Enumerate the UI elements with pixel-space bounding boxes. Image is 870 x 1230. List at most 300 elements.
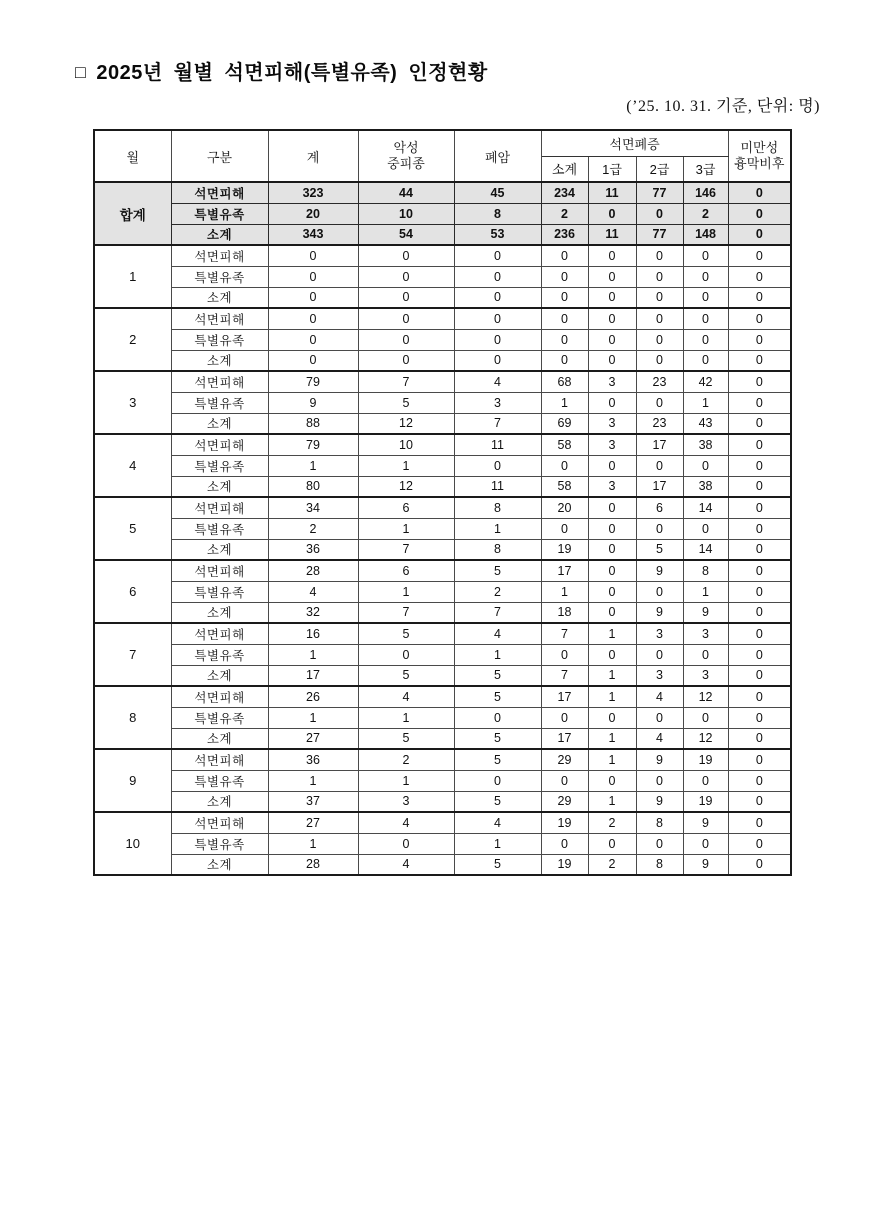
value-cell: 0	[728, 518, 791, 539]
row-label-cell: 특별유족	[171, 266, 268, 287]
value-cell: 80	[268, 476, 358, 497]
row-label-cell: 특별유족	[171, 203, 268, 224]
value-cell: 0	[268, 266, 358, 287]
value-cell: 3	[454, 392, 541, 413]
value-cell: 17	[541, 728, 588, 749]
value-cell: 0	[541, 518, 588, 539]
value-cell: 9	[268, 392, 358, 413]
value-cell: 0	[358, 329, 454, 350]
row-label-cell: 소계	[171, 854, 268, 875]
value-cell: 0	[588, 539, 636, 560]
mesothelioma-line2: 중피종	[387, 156, 425, 171]
value-cell: 0	[588, 245, 636, 266]
value-cell: 43	[683, 413, 728, 434]
value-cell: 3	[683, 623, 728, 644]
value-cell: 0	[683, 287, 728, 308]
value-cell: 42	[683, 371, 728, 392]
value-cell: 19	[541, 854, 588, 875]
value-cell: 1	[268, 833, 358, 854]
value-cell: 38	[683, 476, 728, 497]
value-cell: 12	[358, 476, 454, 497]
value-cell: 4	[454, 812, 541, 833]
month-cell: 10	[94, 812, 171, 875]
value-cell: 0	[588, 644, 636, 665]
value-cell: 0	[728, 728, 791, 749]
value-cell: 0	[358, 833, 454, 854]
value-cell: 0	[541, 245, 588, 266]
table-row	[94, 791, 791, 812]
table-row	[94, 560, 791, 581]
table-row	[94, 434, 791, 455]
col-header-asbestosis-group: 석면폐증	[541, 130, 728, 156]
value-cell: 8	[454, 203, 541, 224]
value-cell: 0	[636, 329, 683, 350]
value-cell: 0	[728, 686, 791, 707]
value-cell: 0	[636, 203, 683, 224]
value-cell: 5	[454, 749, 541, 770]
table-header	[94, 130, 791, 182]
table-row	[94, 749, 791, 770]
value-cell: 9	[636, 560, 683, 581]
value-cell: 58	[541, 434, 588, 455]
value-cell: 26	[268, 686, 358, 707]
value-cell: 0	[541, 833, 588, 854]
value-cell: 0	[728, 602, 791, 623]
value-cell: 29	[541, 791, 588, 812]
value-cell: 0	[636, 245, 683, 266]
value-cell: 5	[454, 665, 541, 686]
month-cell: 6	[94, 560, 171, 623]
col-header-month: 월	[94, 130, 171, 182]
col-header-total: 계	[268, 130, 358, 182]
row-label-cell: 소계	[171, 602, 268, 623]
table-row	[94, 329, 791, 350]
value-cell: 0	[541, 308, 588, 329]
value-cell: 11	[454, 434, 541, 455]
value-cell: 0	[588, 560, 636, 581]
value-cell: 0	[454, 350, 541, 371]
value-cell: 0	[454, 266, 541, 287]
value-cell: 0	[588, 833, 636, 854]
value-cell: 0	[268, 308, 358, 329]
value-cell: 0	[588, 770, 636, 791]
value-cell: 7	[358, 539, 454, 560]
row-label-cell: 석면피해	[171, 623, 268, 644]
value-cell: 0	[728, 329, 791, 350]
row-label-cell: 특별유족	[171, 455, 268, 476]
value-cell: 234	[541, 182, 588, 203]
value-cell: 0	[588, 518, 636, 539]
value-cell: 9	[683, 812, 728, 833]
value-cell: 9	[683, 854, 728, 875]
table-body	[94, 182, 791, 875]
value-cell: 0	[728, 833, 791, 854]
value-cell: 0	[728, 455, 791, 476]
value-cell: 0	[541, 287, 588, 308]
value-cell: 0	[683, 350, 728, 371]
value-cell: 0	[588, 329, 636, 350]
value-cell: 3	[358, 791, 454, 812]
value-cell: 23	[636, 413, 683, 434]
value-cell: 1	[454, 644, 541, 665]
value-cell: 11	[454, 476, 541, 497]
value-cell: 236	[541, 224, 588, 245]
value-cell: 0	[358, 266, 454, 287]
col-header-asbestosis-grade3: 3급	[683, 156, 728, 182]
value-cell: 0	[728, 749, 791, 770]
table-row	[94, 707, 791, 728]
value-cell: 0	[454, 455, 541, 476]
value-cell: 1	[588, 728, 636, 749]
value-cell: 5	[454, 728, 541, 749]
value-cell: 1	[454, 833, 541, 854]
table-row	[94, 644, 791, 665]
col-header-asbestosis-grade2: 2급	[636, 156, 683, 182]
row-label-cell: 소계	[171, 665, 268, 686]
row-label-cell: 특별유족	[171, 644, 268, 665]
value-cell: 28	[268, 854, 358, 875]
value-cell: 0	[588, 455, 636, 476]
value-cell: 0	[588, 497, 636, 518]
value-cell: 7	[358, 602, 454, 623]
row-label-cell: 소계	[171, 791, 268, 812]
value-cell: 38	[683, 434, 728, 455]
value-cell: 0	[728, 581, 791, 602]
table-row	[94, 455, 791, 476]
total-row	[94, 182, 791, 203]
row-label-cell: 석면피해	[171, 371, 268, 392]
value-cell: 0	[636, 392, 683, 413]
value-cell: 1	[588, 665, 636, 686]
value-cell: 9	[683, 602, 728, 623]
value-cell: 5	[454, 686, 541, 707]
table-row	[94, 581, 791, 602]
value-cell: 1	[588, 686, 636, 707]
value-cell: 11	[588, 224, 636, 245]
value-cell: 54	[358, 224, 454, 245]
value-cell: 0	[728, 539, 791, 560]
table-row	[94, 497, 791, 518]
value-cell: 0	[636, 287, 683, 308]
row-label-cell: 석면피해	[171, 497, 268, 518]
value-cell: 0	[636, 833, 683, 854]
value-cell: 2	[358, 749, 454, 770]
month-cell: 4	[94, 434, 171, 497]
value-cell: 0	[728, 812, 791, 833]
value-cell: 0	[728, 497, 791, 518]
month-cell: 1	[94, 245, 171, 308]
value-cell: 0	[683, 308, 728, 329]
value-cell: 0	[541, 644, 588, 665]
value-cell: 4	[358, 812, 454, 833]
value-cell: 19	[683, 749, 728, 770]
value-cell: 0	[636, 707, 683, 728]
row-label-cell: 석면피해	[171, 812, 268, 833]
value-cell: 0	[588, 707, 636, 728]
value-cell: 88	[268, 413, 358, 434]
value-cell: 27	[268, 728, 358, 749]
table-row	[94, 350, 791, 371]
value-cell: 0	[728, 371, 791, 392]
table-row	[94, 665, 791, 686]
value-cell: 2	[588, 854, 636, 875]
value-cell: 17	[541, 686, 588, 707]
value-cell: 2	[454, 581, 541, 602]
row-label-cell: 소계	[171, 350, 268, 371]
value-cell: 0	[683, 245, 728, 266]
value-cell: 9	[636, 791, 683, 812]
value-cell: 0	[541, 770, 588, 791]
value-cell: 8	[683, 560, 728, 581]
value-cell: 0	[728, 707, 791, 728]
value-cell: 58	[541, 476, 588, 497]
row-label-cell: 석면피해	[171, 308, 268, 329]
value-cell: 0	[683, 455, 728, 476]
value-cell: 36	[268, 749, 358, 770]
row-label-cell: 특별유족	[171, 707, 268, 728]
value-cell: 0	[636, 455, 683, 476]
value-cell: 0	[541, 329, 588, 350]
value-cell: 4	[636, 686, 683, 707]
value-cell: 0	[454, 770, 541, 791]
value-cell: 3	[683, 665, 728, 686]
table-row	[94, 770, 791, 791]
value-cell: 0	[728, 560, 791, 581]
value-cell: 7	[541, 623, 588, 644]
value-cell: 0	[728, 623, 791, 644]
value-cell: 0	[728, 434, 791, 455]
row-label-cell: 특별유족	[171, 770, 268, 791]
value-cell: 32	[268, 602, 358, 623]
table-row	[94, 392, 791, 413]
table-row	[94, 728, 791, 749]
value-cell: 18	[541, 602, 588, 623]
value-cell: 148	[683, 224, 728, 245]
value-cell: 0	[728, 224, 791, 245]
value-cell: 37	[268, 791, 358, 812]
value-cell: 0	[358, 287, 454, 308]
col-header-category: 구분	[171, 130, 268, 182]
value-cell: 2	[588, 812, 636, 833]
value-cell: 0	[728, 203, 791, 224]
value-cell: 0	[358, 350, 454, 371]
value-cell: 1	[358, 455, 454, 476]
value-cell: 17	[636, 476, 683, 497]
row-label-cell: 특별유족	[171, 518, 268, 539]
value-cell: 44	[358, 182, 454, 203]
value-cell: 0	[588, 581, 636, 602]
row-label-cell: 소계	[171, 413, 268, 434]
value-cell: 5	[454, 854, 541, 875]
value-cell: 12	[358, 413, 454, 434]
value-cell: 1	[268, 770, 358, 791]
value-cell: 7	[358, 371, 454, 392]
value-cell: 8	[636, 854, 683, 875]
value-cell: 0	[728, 791, 791, 812]
value-cell: 10	[358, 203, 454, 224]
table-row	[94, 623, 791, 644]
row-label-cell: 소계	[171, 728, 268, 749]
value-cell: 0	[454, 287, 541, 308]
value-cell: 1	[268, 707, 358, 728]
value-cell: 0	[728, 665, 791, 686]
value-cell: 1	[268, 455, 358, 476]
value-cell: 19	[683, 791, 728, 812]
value-cell: 5	[454, 791, 541, 812]
value-cell: 69	[541, 413, 588, 434]
table-row	[94, 854, 791, 875]
row-label-cell: 석면피해	[171, 182, 268, 203]
value-cell: 0	[636, 518, 683, 539]
table-row	[94, 476, 791, 497]
col-header-mesothelioma	[358, 130, 454, 182]
value-cell: 3	[588, 371, 636, 392]
value-cell: 16	[268, 623, 358, 644]
value-cell: 0	[636, 644, 683, 665]
value-cell: 0	[268, 329, 358, 350]
value-cell: 0	[683, 329, 728, 350]
value-cell: 0	[454, 308, 541, 329]
value-cell: 2	[541, 203, 588, 224]
value-cell: 0	[728, 266, 791, 287]
value-cell: 0	[728, 392, 791, 413]
value-cell: 0	[541, 455, 588, 476]
table-row	[94, 287, 791, 308]
value-cell: 14	[683, 539, 728, 560]
value-cell: 17	[636, 434, 683, 455]
value-cell: 0	[636, 770, 683, 791]
value-cell: 0	[683, 266, 728, 287]
value-cell: 0	[728, 413, 791, 434]
value-cell: 7	[541, 665, 588, 686]
value-cell: 0	[728, 182, 791, 203]
row-label-cell: 소계	[171, 224, 268, 245]
value-cell: 0	[683, 644, 728, 665]
value-cell: 0	[588, 392, 636, 413]
value-cell: 3	[588, 476, 636, 497]
mesothelioma-line1: 악성	[393, 139, 419, 155]
value-cell: 68	[541, 371, 588, 392]
value-cell: 0	[683, 518, 728, 539]
value-cell: 0	[636, 308, 683, 329]
value-cell: 0	[541, 350, 588, 371]
value-cell: 19	[541, 539, 588, 560]
value-cell: 0	[728, 644, 791, 665]
value-cell: 6	[358, 560, 454, 581]
value-cell: 1	[358, 518, 454, 539]
value-cell: 0	[636, 581, 683, 602]
value-cell: 17	[541, 560, 588, 581]
value-cell: 0	[728, 245, 791, 266]
value-cell: 17	[268, 665, 358, 686]
value-cell: 5	[358, 623, 454, 644]
value-cell: 9	[636, 602, 683, 623]
value-cell: 1	[358, 770, 454, 791]
value-cell: 0	[636, 266, 683, 287]
value-cell: 3	[588, 413, 636, 434]
month-cell: 2	[94, 308, 171, 371]
row-label-cell: 석면피해	[171, 686, 268, 707]
value-cell: 0	[588, 350, 636, 371]
month-cell: 5	[94, 497, 171, 560]
value-cell: 1	[454, 518, 541, 539]
value-cell: 0	[588, 287, 636, 308]
table-row	[94, 413, 791, 434]
square-bullet-icon: □	[75, 62, 87, 82]
table-row	[94, 812, 791, 833]
value-cell: 1	[588, 791, 636, 812]
value-cell: 146	[683, 182, 728, 203]
row-label-cell: 석면피해	[171, 245, 268, 266]
value-cell: 0	[541, 707, 588, 728]
value-cell: 5	[358, 728, 454, 749]
value-cell: 0	[268, 245, 358, 266]
value-cell: 8	[454, 539, 541, 560]
value-cell: 20	[541, 497, 588, 518]
value-cell: 7	[454, 602, 541, 623]
value-cell: 0	[588, 203, 636, 224]
value-cell: 77	[636, 182, 683, 203]
value-cell: 0	[728, 308, 791, 329]
table-row	[94, 833, 791, 854]
col-header-pleural-thickening	[728, 130, 791, 182]
total-row	[94, 224, 791, 245]
value-cell: 0	[588, 266, 636, 287]
value-cell: 0	[728, 476, 791, 497]
table-row	[94, 539, 791, 560]
monthly-status-table	[93, 129, 792, 876]
month-cell: 3	[94, 371, 171, 434]
value-cell: 19	[541, 812, 588, 833]
value-cell: 0	[683, 770, 728, 791]
value-cell: 2	[268, 518, 358, 539]
value-cell: 0	[683, 707, 728, 728]
row-label-cell: 소계	[171, 476, 268, 497]
month-cell: 9	[94, 749, 171, 812]
value-cell: 4	[358, 686, 454, 707]
value-cell: 11	[588, 182, 636, 203]
value-cell: 3	[588, 434, 636, 455]
value-cell: 79	[268, 371, 358, 392]
value-cell: 0	[728, 287, 791, 308]
value-cell: 0	[358, 308, 454, 329]
value-cell: 0	[588, 308, 636, 329]
value-cell: 1	[541, 392, 588, 413]
value-cell: 2	[683, 203, 728, 224]
row-label-cell: 소계	[171, 287, 268, 308]
value-cell: 1	[588, 623, 636, 644]
value-cell: 4	[454, 623, 541, 644]
value-cell: 4	[268, 581, 358, 602]
value-cell: 0	[454, 329, 541, 350]
row-label-cell: 특별유족	[171, 581, 268, 602]
value-cell: 5	[454, 560, 541, 581]
row-label-cell: 소계	[171, 539, 268, 560]
value-cell: 20	[268, 203, 358, 224]
value-cell: 0	[358, 644, 454, 665]
value-cell: 0	[268, 350, 358, 371]
row-label-cell: 석면피해	[171, 749, 268, 770]
table-row	[94, 371, 791, 392]
month-cell: 합계	[94, 182, 171, 245]
value-cell: 12	[683, 728, 728, 749]
row-label-cell: 석면피해	[171, 560, 268, 581]
month-cell: 7	[94, 623, 171, 686]
value-cell: 53	[454, 224, 541, 245]
value-cell: 29	[541, 749, 588, 770]
value-cell: 5	[358, 392, 454, 413]
value-cell: 3	[636, 623, 683, 644]
